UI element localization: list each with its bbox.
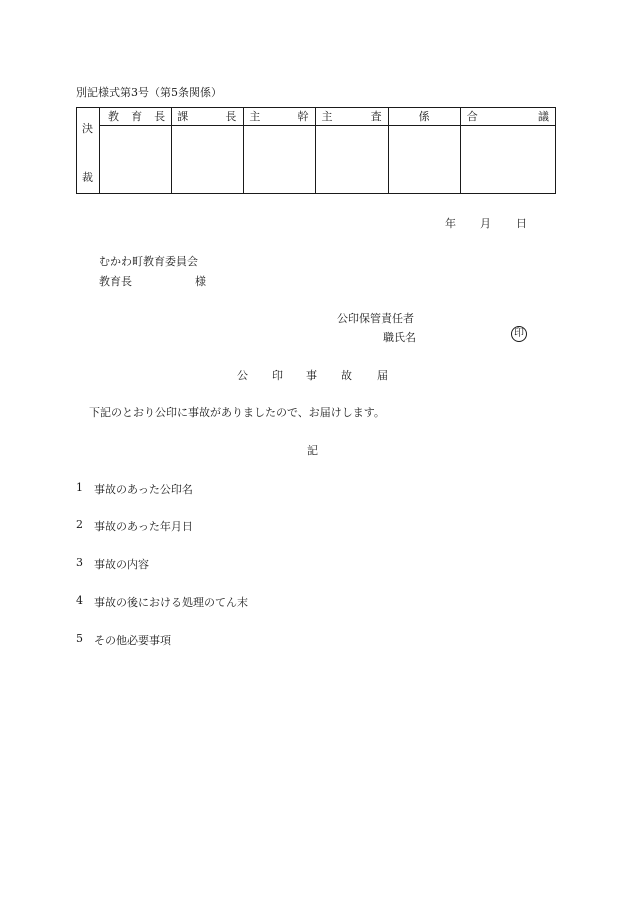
stamp-box[interactable] <box>172 126 244 194</box>
role-char: 主 <box>321 109 333 123</box>
role-chief-officer <box>244 108 316 126</box>
item-text: 事故の内容 <box>94 558 149 571</box>
item-text: その他必要事項 <box>94 634 171 647</box>
date-month: 月 <box>480 217 491 230</box>
role-char: 育 <box>131 109 143 123</box>
role-inspector <box>316 108 388 126</box>
title-char-3: 事 <box>306 369 317 382</box>
role-char: 長 <box>154 109 166 123</box>
seal-mark: 印 <box>511 326 527 342</box>
addressee-org: むかわ町教育委員会 <box>99 255 198 268</box>
item-text: 事故のあった公印名 <box>94 483 193 496</box>
stamp-box[interactable] <box>460 126 555 194</box>
role-char: 幹 <box>297 109 309 123</box>
intro-text: 下記のとおり公印に事故がありましたので、お届けします。 <box>89 406 385 419</box>
role-char: 合 <box>466 109 478 123</box>
role-consultation <box>460 108 555 126</box>
role-char: 教 <box>108 109 120 123</box>
title-char-2: 印 <box>272 369 283 382</box>
sender-name-label: 職氏名 <box>383 331 416 344</box>
stamp-box[interactable] <box>100 126 172 194</box>
role-char: 係 <box>418 109 430 123</box>
sender-role: 公印保管責任者 <box>337 312 414 325</box>
addressee-honorific: 様 <box>195 275 206 288</box>
item-text: 事故のあった年月日 <box>94 520 193 533</box>
item-number: 5 <box>76 632 83 645</box>
role-char: 査 <box>370 109 382 123</box>
title-char-1: 公 <box>237 369 248 382</box>
addressee-title: 教育長 <box>99 275 132 288</box>
role-char: 課 <box>177 109 189 123</box>
item-number: 1 <box>76 481 83 494</box>
date-day: 日 <box>516 217 527 230</box>
stamp-box[interactable] <box>388 126 460 194</box>
item-number: 2 <box>76 518 83 531</box>
role-superintendent <box>100 108 172 126</box>
role-staff <box>388 108 460 126</box>
role-char: 主 <box>249 109 261 123</box>
item-number: 3 <box>76 556 83 569</box>
decision-label-bottom: 裁 <box>82 171 93 184</box>
title-char-5: 届 <box>377 369 388 382</box>
decision-label-top: 決 <box>82 122 93 135</box>
role-char: 議 <box>538 109 549 123</box>
role-section-chief <box>172 108 244 126</box>
form-reference: 別記様式第3号（第5条関係） <box>76 86 222 99</box>
stamp-box[interactable] <box>244 126 316 194</box>
approval-table <box>76 107 556 194</box>
title-char-4: 故 <box>341 369 352 382</box>
ki-heading: 記 <box>307 444 318 457</box>
date-year: 年 <box>445 217 456 230</box>
role-char: 長 <box>225 109 237 123</box>
stamp-box[interactable] <box>316 126 388 194</box>
item-text: 事故の後における処理のてん末 <box>94 596 248 609</box>
item-number: 4 <box>76 594 83 607</box>
decision-label-cell <box>77 108 100 194</box>
